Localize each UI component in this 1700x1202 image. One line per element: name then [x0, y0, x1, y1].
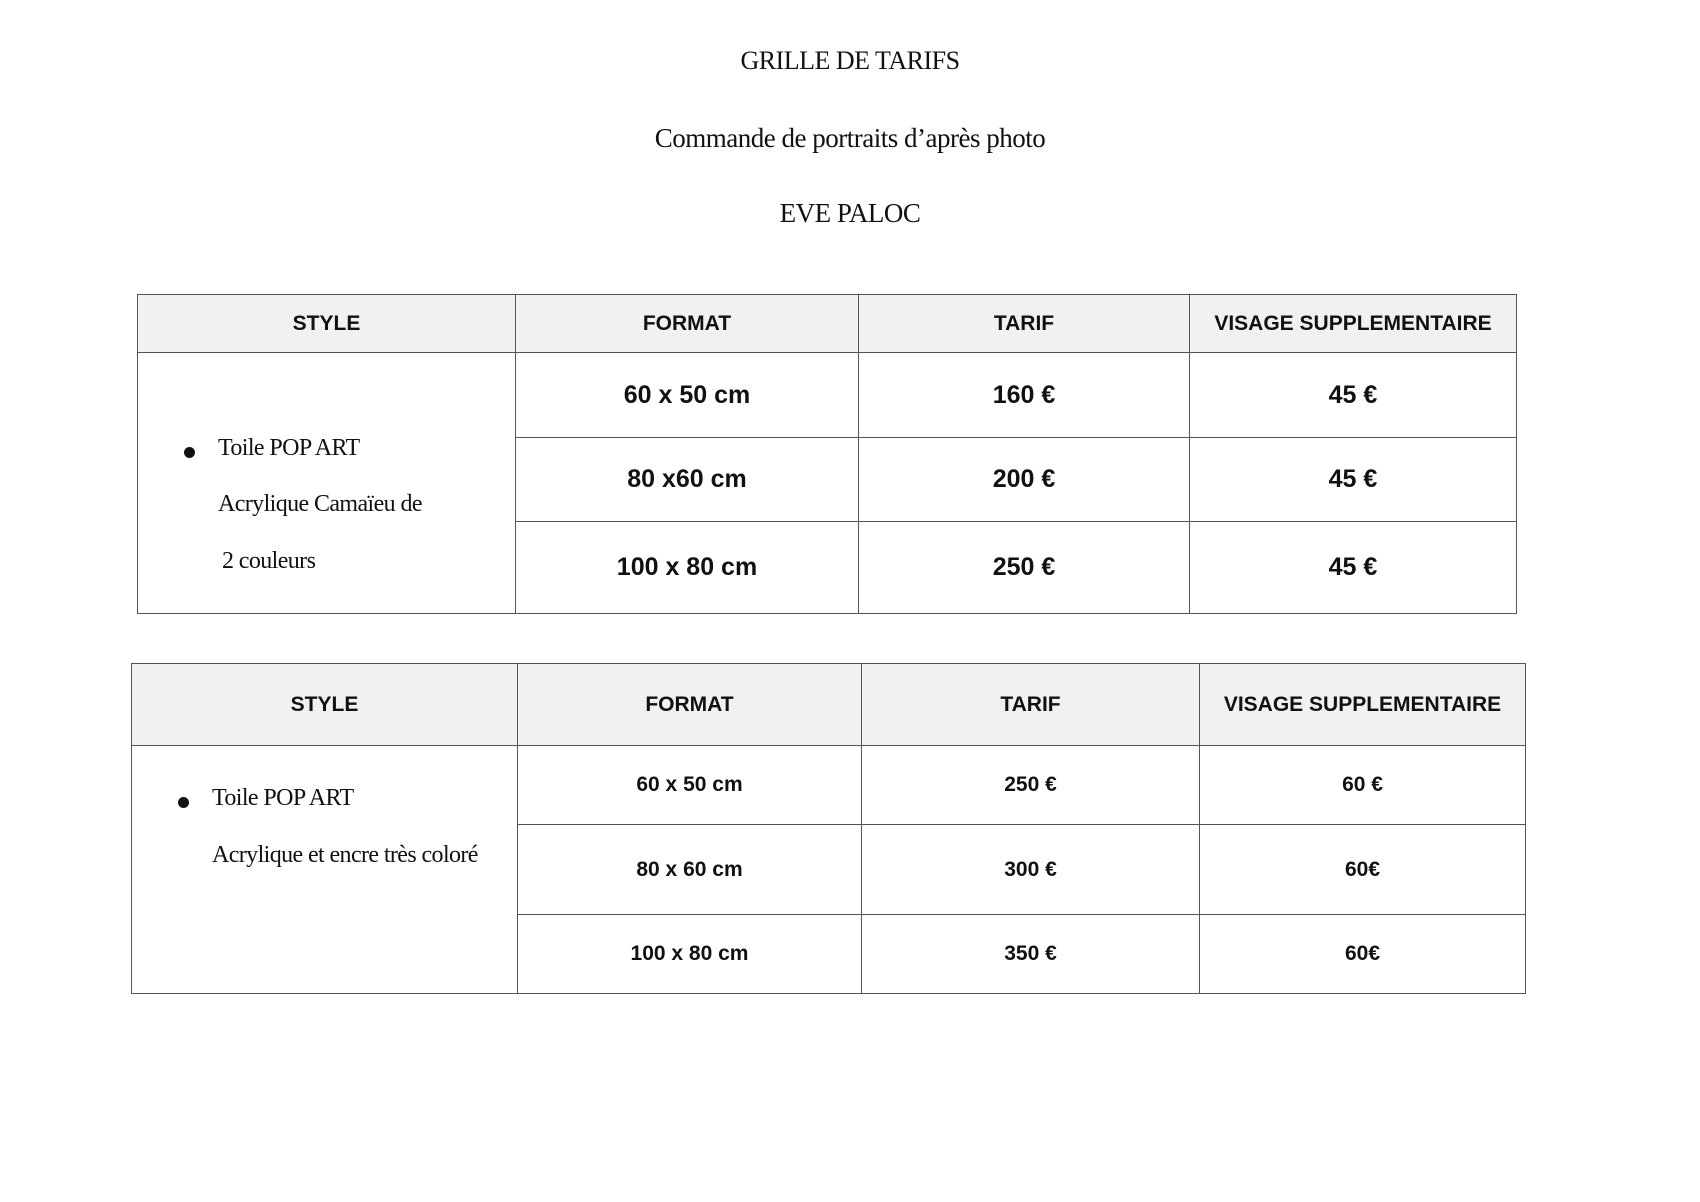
tarif-cell: 250 € [862, 746, 1200, 825]
header-tarif: TARIF [862, 664, 1200, 746]
style-line: Acrylique Camaïeu de [218, 491, 422, 517]
table-header-row [132, 664, 1526, 746]
visage-cell: 45 € [1190, 522, 1517, 614]
header-style: STYLE [132, 664, 518, 746]
tarif-cell: 200 € [859, 438, 1190, 522]
tarif-cell: 300 € [862, 825, 1200, 915]
visage-cell: 60€ [1200, 915, 1526, 994]
header-format: FORMAT [518, 664, 862, 746]
style-line: 2 couleurs [222, 548, 316, 574]
format-cell: 60 x 50 cm [516, 353, 859, 438]
format-cell: 80 x 60 cm [518, 825, 862, 915]
header-visage-supplementaire: VISAGE SUPPLEMENTAIRE [1190, 295, 1517, 353]
bullet-icon [178, 797, 189, 808]
visage-cell: 45 € [1190, 353, 1517, 438]
page-title: GRILLE DE TARIFS [740, 46, 960, 75]
artist-name: EVE PALOC [779, 198, 921, 228]
tarif-cell: 160 € [859, 353, 1190, 438]
style-cell [138, 353, 516, 614]
visage-cell: 60€ [1200, 825, 1526, 915]
price-table-1 [137, 294, 1517, 614]
table-row [132, 746, 1526, 825]
style-cell [132, 746, 518, 994]
style-line: Acrylique et encre très coloré [212, 842, 478, 868]
tarif-cell: 250 € [859, 522, 1190, 614]
visage-cell: 60 € [1200, 746, 1526, 825]
header-style: STYLE [138, 295, 516, 353]
header-visage-supplementaire: VISAGE SUPPLEMENTAIRE [1200, 664, 1526, 746]
style-line: Toile POP ART [218, 435, 360, 461]
style-line: Toile POP ART [212, 785, 354, 811]
price-table-2 [131, 663, 1526, 994]
header-format: FORMAT [516, 295, 859, 353]
page-subtitle: Commande de portraits d’après photo [654, 123, 1046, 153]
format-cell: 80 x60 cm [516, 438, 859, 522]
format-cell: 100 x 80 cm [518, 915, 862, 994]
tarif-cell: 350 € [862, 915, 1200, 994]
visage-cell: 45 € [1190, 438, 1517, 522]
bullet-icon [184, 447, 195, 458]
table-row [138, 353, 1517, 438]
header-tarif: TARIF [859, 295, 1190, 353]
format-cell: 100 x 80 cm [516, 522, 859, 614]
table-header-row [138, 295, 1517, 353]
format-cell: 60 x 50 cm [518, 746, 862, 825]
